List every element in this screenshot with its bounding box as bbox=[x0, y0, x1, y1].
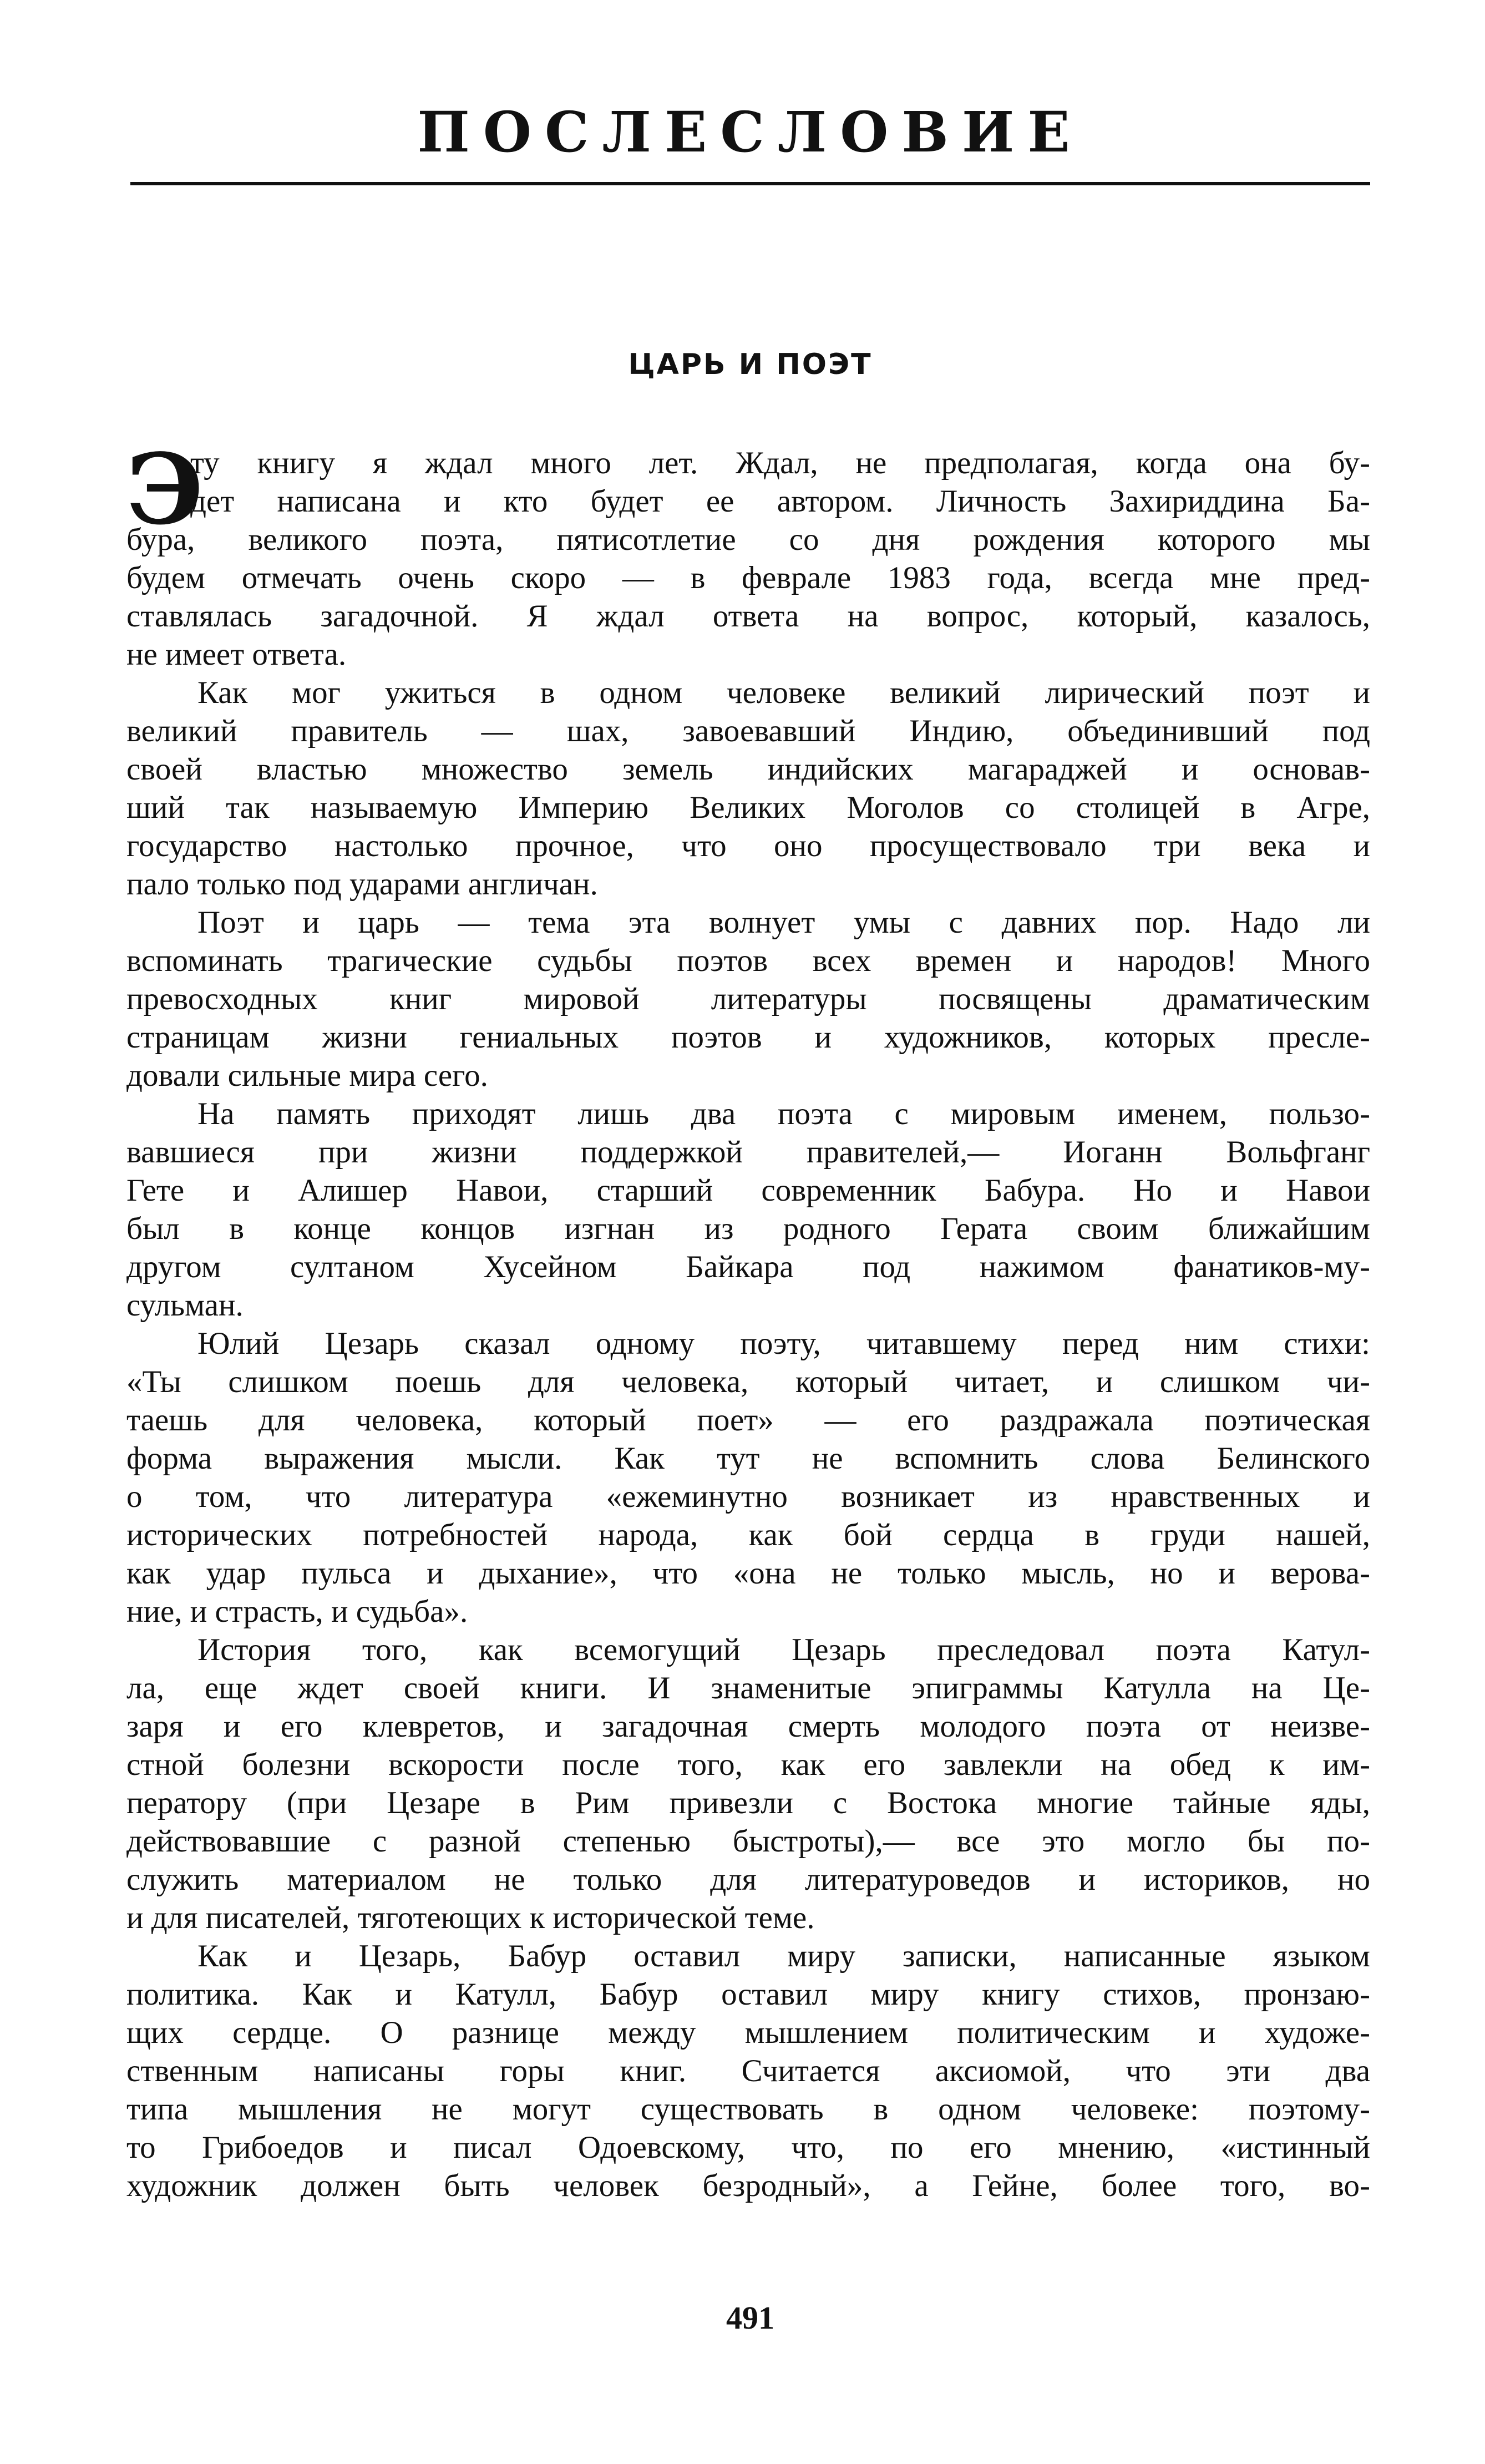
text-line: История того, как всемогущий Цезарь преследовал поэта Катул- bbox=[197, 1632, 1370, 1667]
text-line: заря и его клевретов, и загадочная смерть молодого поэта от неизве- bbox=[126, 1709, 1370, 1744]
text-line: вспоминать трагические судьбы поэтов всех времен и народов! Много bbox=[126, 943, 1370, 978]
text-line: ставлялась загадочной. Я ждал ответа на вопрос, который, казалось, bbox=[126, 599, 1370, 634]
text-line: таешь для человека, который поет» — его раздражала поэтическая bbox=[126, 1403, 1370, 1438]
text-line: дет написана и кто будет ее автором. Личность Захириддина Ба- bbox=[190, 484, 1370, 519]
text-line: стной болезни вскорости после того, как его завлекли на обед к им- bbox=[126, 1747, 1370, 1782]
text-line: ственным написаны горы книг. Считается аксиомой, что эти два bbox=[126, 2053, 1370, 2088]
body-text bbox=[126, 433, 1370, 2205]
text-line: На память приходят лишь два поэта с мировым именем, пользо- bbox=[197, 1096, 1370, 1131]
text-line: политика. Как и Катулл, Бабур оставил миру книгу стихов, пронзаю- bbox=[126, 1977, 1370, 2012]
chapter-heading: ПОСЛЕСЛОВИЕ bbox=[417, 99, 1083, 165]
text-line: бура, великого поэта, пятисотлетие со дня рождения которого мы bbox=[126, 522, 1370, 557]
text-line: Юлий Цезарь сказал одному поэту, читавшему перед ним стихи: bbox=[197, 1326, 1370, 1361]
text-line: Как и Цезарь, Бабур оставил миру записки, написанные языком bbox=[197, 1939, 1370, 1974]
text-line: вавшиеся при жизни поддержкой правителей,— Иоганн Вольфганг bbox=[126, 1135, 1370, 1170]
text-line: ший так называемую Империю Великих Моголов со столицей в Агре, bbox=[126, 790, 1370, 825]
text-line: другом султаном Хусейном Байкара под нажимом фанатиков-му- bbox=[126, 1249, 1370, 1284]
text-line: исторических потребностей народа, как бой сердца в груди нашей, bbox=[126, 1517, 1370, 1552]
text-line: «Ты слишком поешь для человека, который читает, и слишком чи- bbox=[126, 1364, 1370, 1399]
text-line: превосходных книг мировой литературы посвящены драматическим bbox=[126, 981, 1370, 1016]
text-line: действовавшие с разной степенью быстроты),— все это могло бы по- bbox=[126, 1824, 1370, 1859]
text-line: ту книгу я ждал много лет. Ждал, не предполагая, когда она бу- bbox=[190, 446, 1370, 480]
drop-cap: Э bbox=[126, 433, 204, 547]
text-line: о том, что литература «ежеминутно возникает из нравственных и bbox=[126, 1479, 1370, 1514]
heading-rule bbox=[130, 182, 1370, 185]
text-line: как удар пульса и дыхание», что «она не только мысль, но и верова- bbox=[126, 1556, 1370, 1591]
text-line: пало только под ударами англичан. bbox=[126, 867, 598, 902]
text-line: Поэт и царь — тема эта волнует умы с давних пор. Надо ли bbox=[197, 905, 1370, 940]
text-line: сульман. bbox=[126, 1288, 244, 1323]
text-line: страницам жизни гениальных поэтов и художников, которых пресле- bbox=[126, 1020, 1370, 1055]
text-line: своей властью множество земель индийских магараджей и основав- bbox=[126, 752, 1370, 787]
text-line: ператору (при Цезаре в Рим привезли с Востока многие тайные яды, bbox=[126, 1785, 1370, 1820]
text-line: довали сильные мира сего. bbox=[126, 1058, 488, 1093]
text-line: ние, и страсть, и судьба». bbox=[126, 1594, 468, 1629]
text-line: служить материалом не только для литературоведов и историков, но bbox=[126, 1862, 1370, 1897]
text-line: щих сердце. О разнице между мышлением политическим и художе- bbox=[126, 2015, 1370, 2050]
page-number: 491 bbox=[726, 2300, 774, 2336]
text-line: художник должен быть человек безродный», а Гейне, более того, во- bbox=[126, 2168, 1370, 2203]
text-line: форма выражения мысли. Как тут не вспомнить слова Белинского bbox=[126, 1441, 1370, 1476]
text-line: был в конце концов изгнан из родного Герата своим ближайшим bbox=[126, 1211, 1370, 1246]
text-line: Как мог ужиться в одном человеке великий лирический поэт и bbox=[197, 675, 1370, 710]
section-title: ЦАРЬ И ПОЭТ bbox=[628, 348, 873, 381]
text-line: Гете и Алишер Навои, старший современник Бабура. Но и Навои bbox=[126, 1173, 1370, 1208]
text-line: ла, еще ждет своей книги. И знаменитые эпиграммы Катулла на Це- bbox=[126, 1671, 1370, 1706]
text-line: не имеет ответа. bbox=[126, 637, 347, 672]
text-line: будем отмечать очень скоро — в феврале 1983 года, всегда мне пред- bbox=[126, 560, 1370, 595]
text-line: типа мышления не могут существовать в одном человеке: поэтому- bbox=[126, 2092, 1370, 2127]
text-line: великий правитель — шах, завоевавший Индию, объединивший под bbox=[126, 714, 1370, 748]
text-line: и для писателей, тяготеющих к исторической теме. bbox=[126, 1900, 815, 1935]
text-line: государство настолько прочное, что оно просуществовало три века и bbox=[126, 828, 1370, 863]
text-line: то Грибоедов и писал Одоевскому, что, по его мнению, «истинный bbox=[126, 2130, 1370, 2165]
